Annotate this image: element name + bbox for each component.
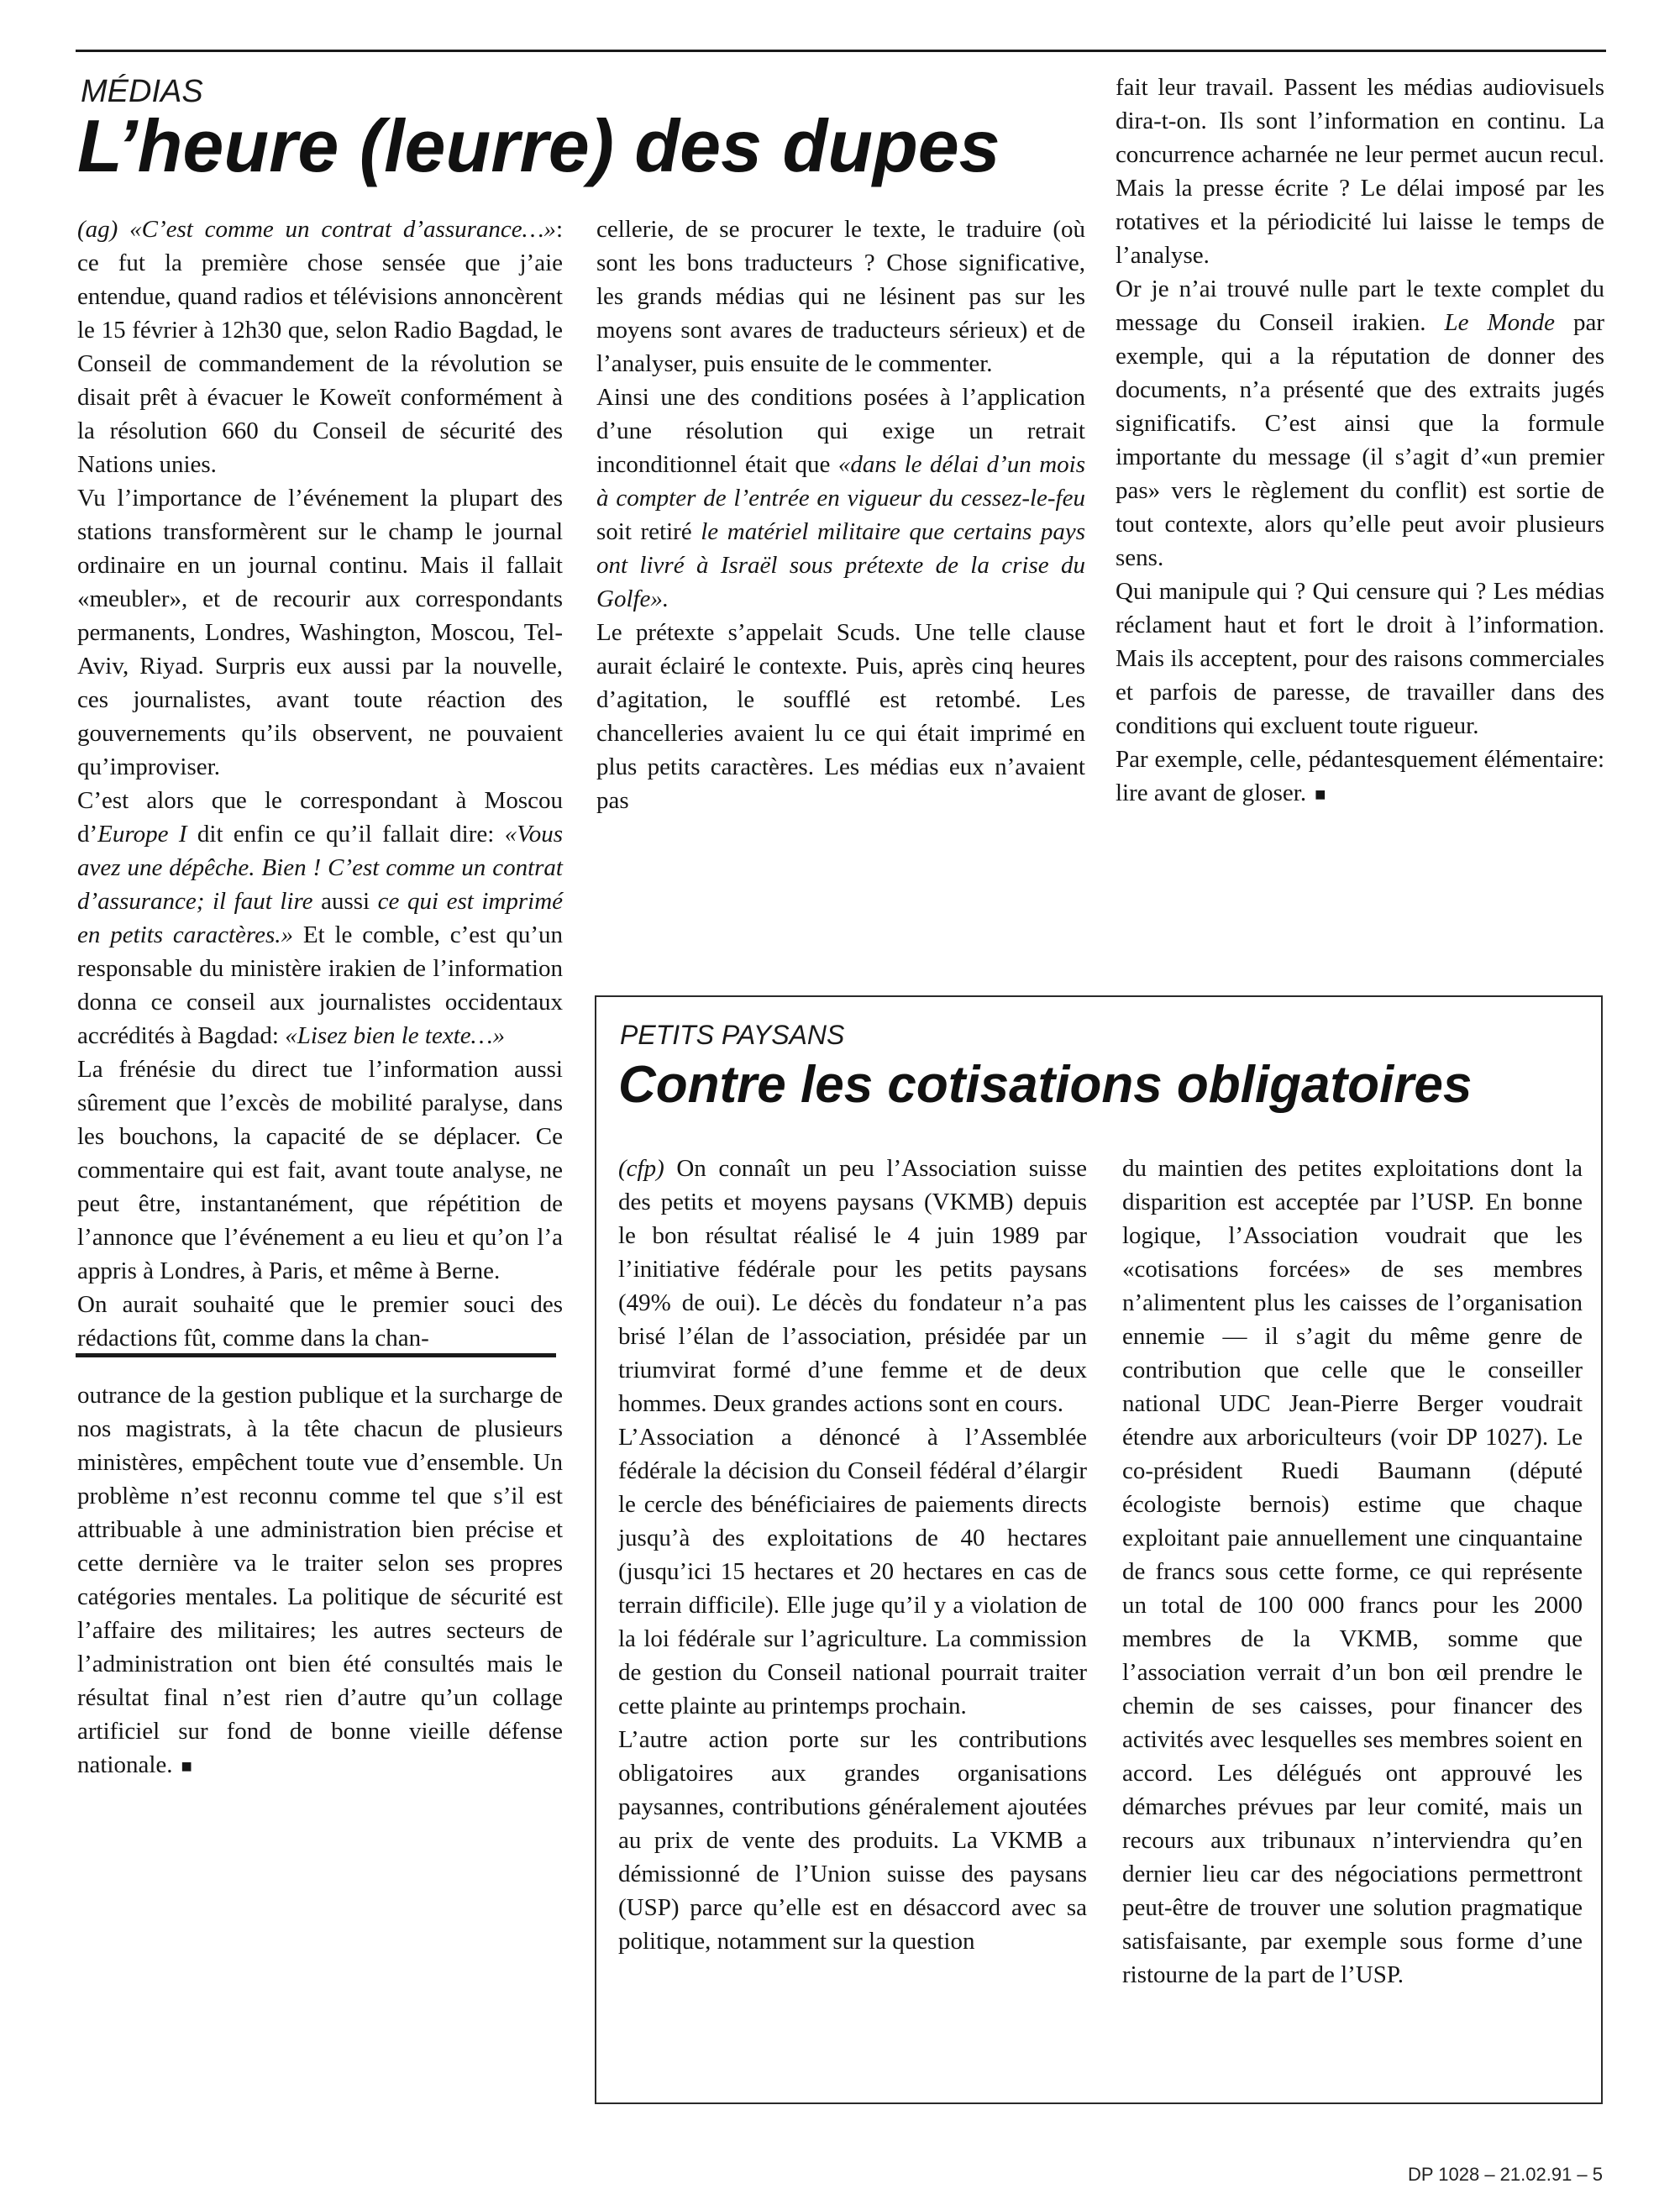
article2-paragraph: L’Association a dénoncé à l’Assemblée fédérale la décision du Conseil fédéral d’élargir le cercle des bénéficiaires de paiements directs jusqu’à des exploitations de 40 hectares (jusqu’ici 15 hectares et 20 hectares en cas de terrain difficile). Elle juge qu’il y a violation de la loi fédérale sur l’agriculture. La commission de gestion du Conseil national pourrait traiter cette plainte au printemps prochain. [618,1424,1087,1719]
article1-title: L’heure (leurre) des dupes [77,104,1000,187]
continued-paragraph: outrance de la gestion publique et la surcharge de nos magistrats, à la tête chacun de plusieurs ministères, empêchent toute vue d’ensemble. Un problème n’est reconnu comme tel que s’il est attribuable à une administration bien précise et cette dernière va le traiter selon ses propres catégories mentales. La politique de sécurité est l’affaire des militaires; les autres secteurs de l’administration ont bien été consultés mais le résultat final n’est rien d’autre qu’un collage artificiel sur fond de bonne vieille défense nationale. ■ [77,1382,563,1778]
article1-paragraph: Or je n’ai trouvé nulle part le texte complet du message du Conseil irakien. Le Monde par exemple, qui a la réputation de donner des documents, n’a présenté que des extraits jugés significatifs. C’est ainsi que la formule importante du message (il s’agit d’«un premier pas» vers le règlement du conflit) est sortie de tout contexte, alors qu’elle peut avoir plusieurs sens. [1116,276,1604,571]
article1-column-3 [1116,71,1604,811]
top-rule [76,50,1606,52]
end-mark-icon: ■ [1315,784,1326,805]
article1-paragraph: On aurait souhaité que le premier souci des rédactions fût, comme dans la chan- [77,1291,563,1352]
article1-paragraph: Ainsi une des conditions posées à l’application d’une résolution qui exige un retrait inconditionnel était que «dans le délai d’un mois à compter de l’entrée en vigueur du cessez-le-feu soit retiré le matériel militaire que certains pays ont livré à Israël sous prétexte de la crise du Golfe». [596,384,1086,612]
article2-paragraph: du maintien des petites exploitations dont la disparition est acceptée par l’USP. En bonne logique, l’Association voudrait que les «cotisations forcées» de ses membres n’alimentent plus les caisses de l’organisation ennemie — il s’agit du même genre de contribution que celle que le conseiller national UDC Jean-Pierre Berger voudrait étendre aux arboriculteurs (voir DP 1027). Le co-président Ruedi Baumann (député écologiste bernois) estime que chaque exploitant paie annuellement une cinquantaine de francs sous cette forme, ce qui représente un total de 100 000 francs pour les 2000 membres de la VKMB, somme que l’association verrait d’un bon œil prendre le chemin de ses caisses, pour financer des activités avec lesquelles ses membres soient en accord. Les délégués ont approuvé les démarches prévues par leur comité, mais un recours aux tribunaux n’interviendra qu’en dernier lieu car des négociations permettront peut-être de trouver une solution pragmatique satisfaisante, par exemple sous forme d’une ristourne de la part de l’USP. [1122,1155,1583,1988]
article1-paragraph: C’est alors que le correspondant à Moscou d’Europe I dit enfin ce qu’il fallait dire: «Vous avez une dépêche. Bien ! C’est comme un contrat d’assurance; il faut lire aussi ce qui est imprimé en petits caractères.» Et le comble, c’est qu’un responsable du ministère irakien de l’information donna ce conseil aux journalistes occidentaux accrédités à Bagdad: «Lisez bien le texte…» [77,787,564,1049]
article2-paragraph: L’autre action porte sur les contributions obligatoires aux grandes organisations paysannes, contributions généralement ajoutées au prix de vente des produits. La VKMB a démissionné de l’Union suisse des paysans (USP) parce qu’elle est en désaccord avec sa politique, notamment sur la question [618,1726,1087,1955]
section-rule [76,1353,556,1357]
end-mark-icon: ■ [181,1756,192,1777]
article2-column-2 [1122,1152,1583,1992]
article1-paragraph: fait leur travail. Passent les médias audiovisuels dira-t-on. Ils sont l’information en continu. La concurrence acharnée ne leur permet aucun recul. Mais la presse écrite ? Le délai imposé par les rotatives et la périodicité lui laisse le temps de l’analyse. [1116,74,1604,269]
article2-title: Contre les cotisations obligatoires [618,1056,1473,1114]
page-footer: DP 1028 – 21.02.91 – 5 [1407,2164,1603,2185]
article1-paragraph: cellerie, de se procurer le texte, le traduire (où sont les bons traducteurs ? Chose significative, les grands médias qui ne lésinent pas sur les moyens sont avares de traducteurs sérieux) et de l’analyser, puis ensuite de le commenter. [596,216,1085,377]
article2-column-1 [618,1152,1087,1958]
article1-paragraph: (ag) «C’est comme un contrat d’assurance…»: ce fut la première chose sensée que j’aie entendue, quand radios et télévisions annoncèrent le 15 février à 12h30 que, selon Radio Bagdad, le Conseil de commandement de la révolution se disait prêt à évacuer le Koweït conformément à la résolution 660 du Conseil de sécurité des Nations unies. [77,216,563,478]
quote: «C’est comme un contrat d’assurance…» [129,216,556,243]
byline: (cfp) [618,1155,664,1182]
article1-paragraph: Par exemple, celle, pédantesquement élémentaire: lire avant de gloser. ■ [1116,746,1604,806]
article1-paragraph: La frénésie du direct tue l’information aussi sûrement que l’excès de mobilité paralyse, dans les bouchons, la capacité de se déplacer. Ce commentaire qui est fait, avant toute analyse, ne peut être, instantanément, que répétition de l’annonce que l’événement a eu lieu et qu’on l’a appris à Londres, à Paris, et même à Berne. [77,1056,563,1284]
article1-paragraph: Vu l’importance de l’événement la plupart des stations transformèrent sur le champ le journal ordinaire en un journal continu. Mais il fallait «meubler», et de recourir aux correspondants permanents, Londres, Washington, Moscou, Tel-Aviv, Riyad. Surpris eux aussi par la nouvelle, ces journalistes, avant toute réaction des gouvernements qu’ils observent, ne pouvaient qu’improviser. [77,485,563,780]
article2-paragraph: (cfp) On connaît un peu l’Association suisse des petits et moyens paysans (VKMB) depuis le bon résultat réalisé le 4 juin 1989 par l’initiative fédérale pour les petits paysans (49% de oui). Le décès du fondateur n’a pas brisé l’élan de l’association, présidée par un triumvirat formé d’une femme et de deux hommes. Deux grandes actions sont en cours. [618,1155,1087,1417]
byline: (ag) [77,216,118,243]
continued-column [77,1378,563,1783]
article1-kicker: MÉDIAS [81,74,203,109]
article1-paragraph: Le prétexte s’appelait Scuds. Une telle clause aurait éclairé le contexte. Puis, après cinq heures d’agitation, le soufflé est retombé. Les chancelleries avaient lu ce qui était imprimé en plus petits caractères. Les médias eux n’avaient pas [596,619,1085,814]
article1-column-1 [77,213,563,1355]
article1-column-2 [596,213,1085,817]
article1-paragraph: Qui manipule qui ? Qui censure qui ? Les médias réclament haut et fort le droit à l’information. Mais ils acceptent, pour des raisons commerciales et parfois de paresse, de travailler dans des conditions qui excluent toute rigueur. [1116,578,1604,739]
article2-kicker: PETITS PAYSANS [620,1020,845,1050]
